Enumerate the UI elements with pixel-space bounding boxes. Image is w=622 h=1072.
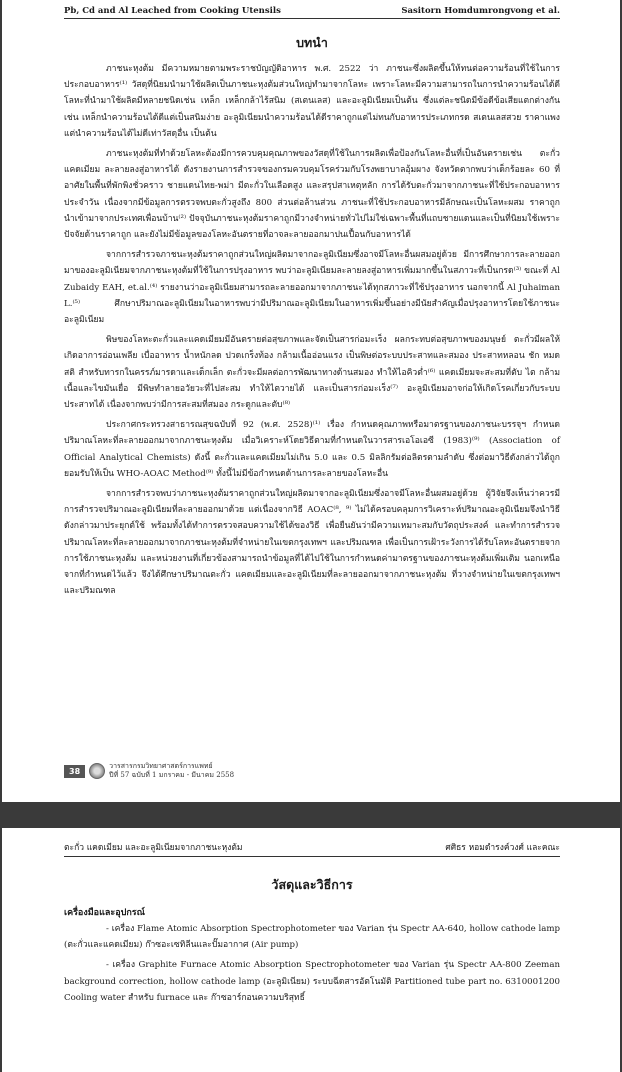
section-title: บทนำ: [296, 35, 328, 50]
equipment-item: - เครื่อง Flame Atomic Absorption Spectrophotometer ของ Varian รุ่น Spectr AA-640, hollow cathode lamp (ตะกั่วและแคดเมียม) ก๊าซอะเซทิลีนและปั๊มอากาศ (Air pump): [64, 924, 560, 951]
running-head: [64, 840, 560, 857]
header-right: Sasitorn Homdumrongvong et al.: [401, 6, 560, 16]
page-footer: [64, 762, 234, 780]
page-1: [2, 0, 620, 802]
running-head: [64, 6, 560, 19]
paragraph: ภาชนะหุงต้ม มีความหมายตามพระราชบัญญัติอาหาร พ.ศ. 2522 ว่า ภาชนะซึ่งผลิตขึ้นให้ทนต่อความร้อนที่ใช้ในการประกอบอาหาร⁽¹⁾ วัสดุที่นิยมนำมาใช้ผลิตเป็นภาชนะหุงต้มส่วนใหญ่ทำมาจากโลหะ เพราะโลหะมีความสามารถในการนำความร้อนได้ดี โลหะที่นำมาใช้ผลิตมีหลายชนิดเช่น เหล็ก เหล็กกล้าไร้สนิม (สเตนเลส) และอะลูมิเนียมเป็นต้น ซึ่งแต่ละชนิดมีข้อดีข้อเสียแตกต่างกันเช่น เหล็กนำความร้อนได้ดีแต่เป็นสนิมง่าย อะลูมิเนียมนำความร้อนได้ดีราคาถูกแต่ไม่ทนกับอาหารประเภทกรด สเตนเลสสวย ราคาแพง แต่นำความร้อนได้ไม่ดีเท่าวัสดุอื่น เป็นต้น: [64, 64, 560, 139]
equipment-item: - เครื่อง Graphite Furnace Atomic Absorption Spectrophotometer ของ Varian รุ่น Spectr AA-800 Zeeman background correction, hollow cathode lamp (อะลูมิเนียม) ระบบฉีดสารอัตโนมัติ Partitioned tube part no. 6310001200 Cooling water สำหรับ furnace และ ก๊าซอาร์กอนความบริสุทธิ์: [64, 960, 560, 1003]
page-number: 38: [64, 765, 85, 778]
header-left: Pb, Cd and Al Leached from Cooking Utensils: [64, 6, 281, 16]
page-2: [2, 828, 620, 1072]
journal-issue: ปีที่ 57 ฉบับที่ 1 มกราคม - มีนาคม 2558: [109, 771, 235, 779]
paragraph: ประกาศกระทรวงสาธารณสุขฉบับที่ 92 (พ.ศ. 2528)⁽¹⁾ เรื่อง กำหนดคุณภาพหรือมาตรฐานของภาชนะบรรจุฯ กำหนดปริมาณโลหะที่ละลายออกมาจากภาชนะหุงต้ม เมื่อวิเคราะห์โดยวิธีตามที่กำหนดในวารสารเอโอเอซี (1983)⁽⁹⁾ (Association of Official Analytical Chemists) ดังนี้ ตะกั่วและแคดเมียมไม่เกิน 5.0 และ 0.5 มิลลิกรัมต่อลิตรตามลำดับ ซึ่งต่อมาวิธีดังกล่าวได้ถูกยอมรับให้เป็น WHO-AOAC Method⁽⁹⁾ ทั้งนี้ไม่มีข้อกำหนดด้านการละลายของโลหะอื่น: [64, 420, 560, 479]
paragraph: พิษของโลหะตะกั่วและแคดเมียมมีอันตรายต่อสุขภาพและจัดเป็นสารก่อมะเร็ง ผลกระทบต่อสุขภาพของมนุษย์ ตะกั่วมีผลให้เกิดอาการอ่อนเพลีย เบื่ออาหาร น้ำหนักลด ปวดเกร็งท้อง กล้ามเนื้ออ่อนแรง เป็นพิษต่อระบบประสาทและสมอง ประสาทหลอน ชัก หมดสติ สำหรับทารกในครรภ์มารดาและเด็กเล็ก ตะกั่วจะมีผลต่อการพัฒนาทางด้านสมอง ทำให้ไอคิวต่ำ⁽⁶⁾ แคดเมียมจะสะสมที่ตับ ไต กล้ามเนื้อและไขมันเยื่อ มีพิษทำลายอวัยวะที่ไปสะสม ทำให้ไตวายได้ และเป็นสารก่อมะเร็ง⁽⁷⁾ อะลูมิเนียมอาจก่อให้เกิดโรคเกี่ยวกับระบบประสาทได้ เนื่องจากพบว่ามีการสะสมที่สมอง กระดูกและตับ⁽⁸⁾: [64, 335, 560, 411]
header-left: ตะกั่ว แคดเมียม และอะลูมิเนียมจากภาชนะหุงต้ม: [64, 843, 243, 853]
journal-seal-icon: [89, 763, 105, 779]
section-title: วัสดุและวิธีการ: [271, 877, 353, 892]
header-right: ศศิธร หอมดำรงค์วงศ์ และคณะ: [445, 843, 560, 853]
journal-name: วารสารกรมวิทยาศาสตร์การแพทย์: [109, 762, 213, 770]
paragraph: จากการสำรวจภาชนะหุงต้มราคาถูกส่วนใหญ่ผลิตมาจากอะลูมิเนียมซึ่งอาจมีโลหะอื่นผสมอยู่ด้วย มีการศึกษาการละลายออกมาของอะลูมิเนียมจากภาชนะหุงต้มที่ใช้ในการปรุงอาหาร พบว่าอะลูมิเนียมละลายลงสู่อาหารเพิ่มมากขึ้นในสภาวะที่เป็นกรด⁽³⁾ ขณะที่ Al Zubaidy EAH, et.al.⁽⁴⁾ รายงานว่าอะลูมิเนียมสามารถละลายออกมาจากภาชนะได้ทุกสภาวะที่ใช้ปรุงอาหาร นอกจากนี้ Al Juhaiman L.⁽⁵⁾ ศึกษาปริมาณอะลูมิเนียมในอาหารพบว่ามีปริมาณอะลูมิเนียมในอาหารเพิ่มขึ้นอย่างมีนัยสำคัญเมื่อปรุงอาหารโดยใช้ภาชนะอะลูมิเนียม: [64, 250, 560, 326]
paragraph: จากการสำรวจพบว่าภาชนะหุงต้มราคาถูกส่วนใหญ่ผลิตมาจากอะลูมิเนียมซึ่งอาจมีโลหะอื่นผสมอยู่ด้วย ผู้วิจัยจึงเห็นว่าควรมีการสำรวจปริมาณอะลูมิเนียมที่ละลายออกมาด้วย แต่เนื่องจากวิธี AOAC⁽⁸, ⁹⁾ ไม่ได้ครอบคลุมการวิเคราะห์ปริมาณอะลูมิเนียมจึงนำวิธีดังกล่าวมาประยุกต์ใช้ พร้อมทั้งได้ทำการตรวจสอบความใช้ได้ของวิธี เพื่อยืนยันว่ามีความเหมาะสมกับวัตถุประสงค์ และทำการสำรวจปริมาณโลหะที่ละลายออกมาจากภาชนะหุงต้มที่จำหน่ายในเขตกรุงเทพฯ และปริมณฑล เพื่อเป็นการเฝ้าระวังการได้รับโลหะอันตรายจากการใช้ภาชนะหุงต้ม และหน่วยงานที่เกี่ยวข้องสามารถนำข้อมูลที่ได้ไปใช้ในการกำหนดค่ามาตรฐานของภาชนะหุงต้มเพิ่มเติม นอกเหนือจากที่กำหนดไว้แล้ว จึงได้ศึกษาปริมาณตะกั่ว แคดเมียมและอะลูมิเนียมที่ละลายออกมาจากภาชนะหุงต้ม ที่วางจำหน่ายในเขตกรุงเทพฯ และปริมณฑล: [64, 489, 560, 597]
paragraph: ภาชนะหุงต้มที่ทำด้วยโลหะต้องมีการควบคุมคุณภาพของวัสดุที่ใช้ในการผลิตเพื่อป้องกันโลหะอื่นที่เป็นอันตรายเช่น ตะกั่ว แคดเมียม ละลายลงสู่อาหารได้ ดังรายงานการสำรวจของกรมควบคุมโรคร่วมกับโรงพยาบาลอุ้มผาง จังหวัดตากพบว่าเด็กร้อยละ 60 ที่อาศัยในพื้นที่พักพิงชั่วคราว ชายแดนไทย-พม่า มีตะกั่วในเลือดสูง และสรุปสาเหตุหลัก การได้รับตะกั่วมาจากภาชนะที่ใช้ประกอบอาหารประจำวัน เนื่องจากมีข้อมูลการตรวจพบตะกั่วสูงถึง 800 ส่วนต่อล้านส่วน ภาชนะที่ใช้ประกอบอาหารมีลักษณะเป็นโลหะผสม ราคาถูก นำเข้ามาจากประเทศเพื่อนบ้าน⁽²⁾ ปัจจุบันภาชนะหุงต้มราคาถูกมีวางจำหน่ายทั่วไปไม่ใช่เฉพาะพื้นที่แถบชายแดนและเป็นที่นิยมใช้เพราะปัจจัยด้านราคาถูก และยังไม่มีข้อมูลของโลหะอันตรายที่อาจละลายออกมาปนเปื้อนกับอาหารได้: [64, 149, 560, 241]
journal-citation: [109, 762, 234, 780]
subheading: เครื่องมือและอุปกรณ์: [64, 908, 145, 918]
